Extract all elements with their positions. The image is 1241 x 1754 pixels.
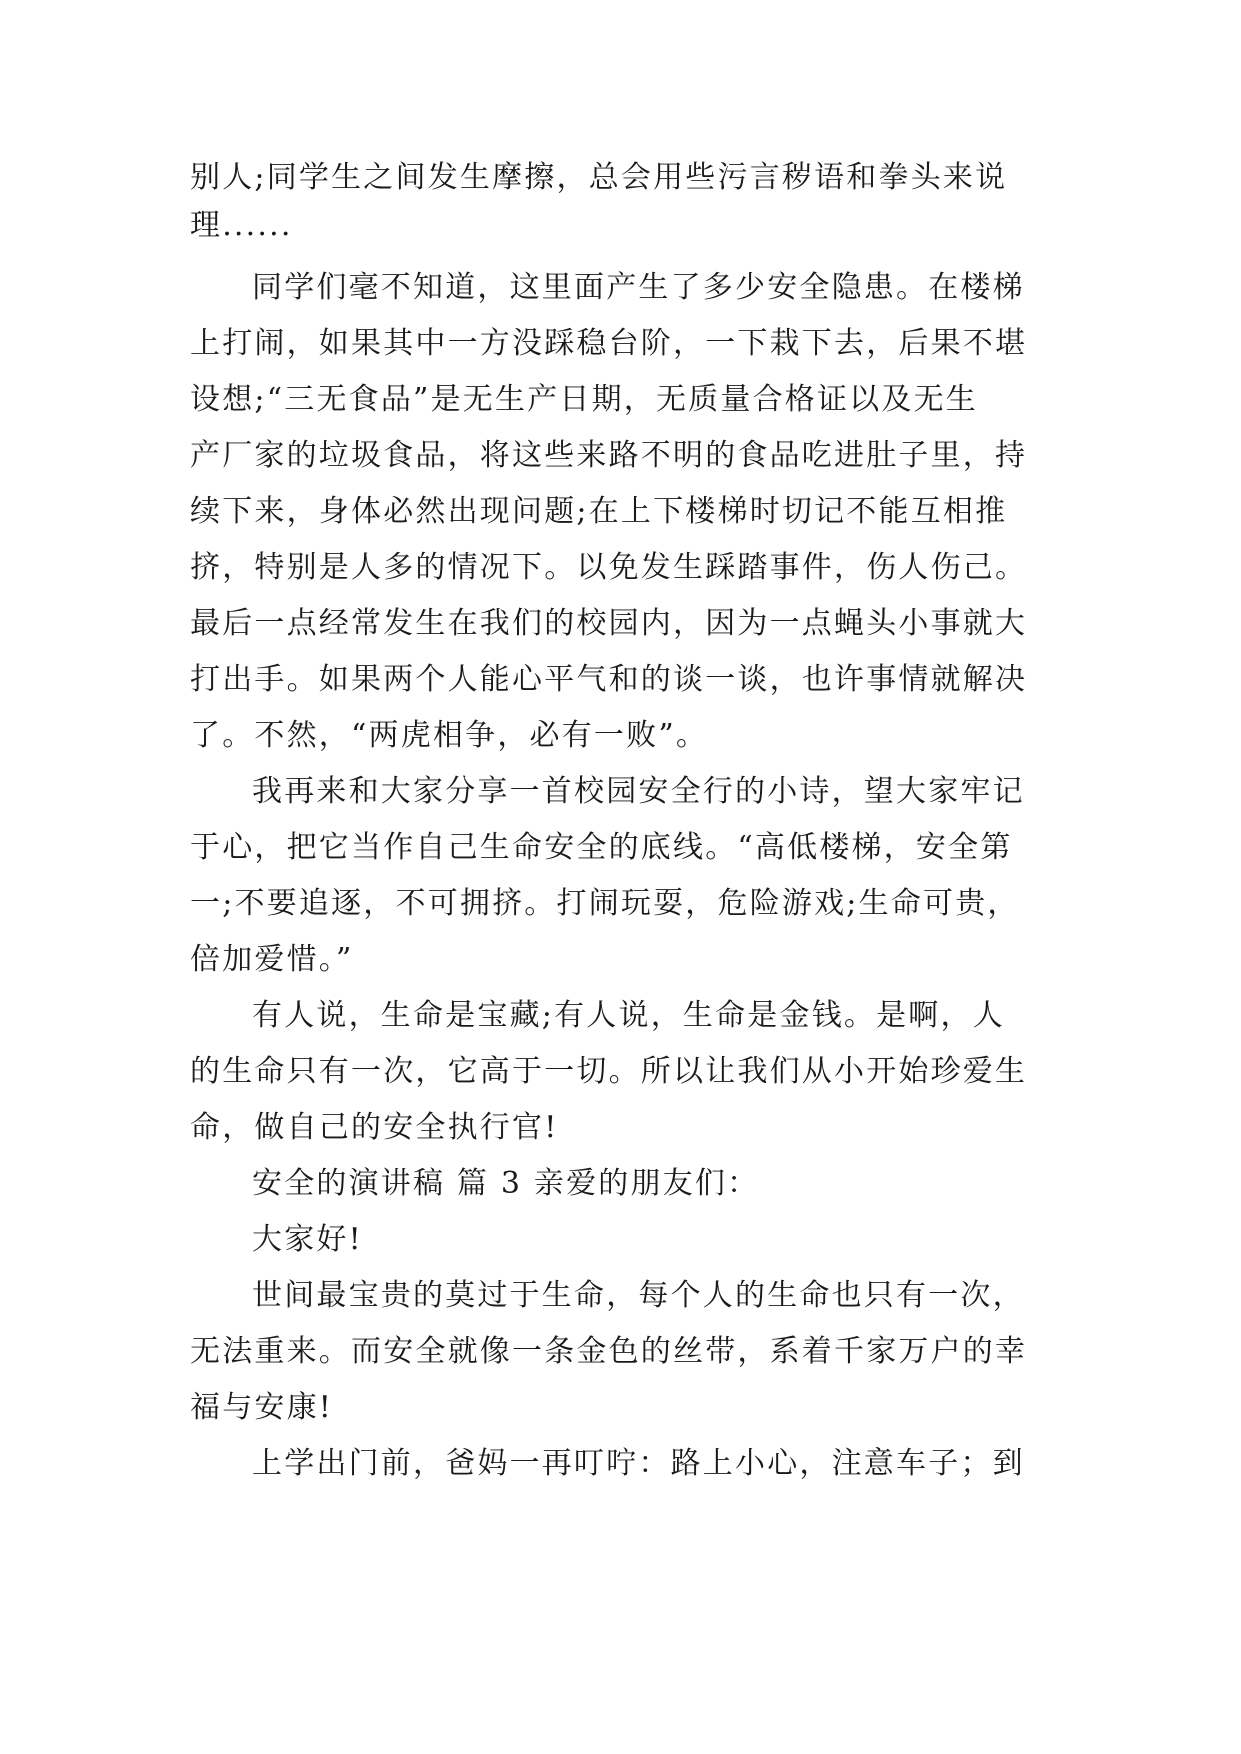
- text-line: 无法重来。而安全就像一条金色的丝带，系着千家万户的幸: [190, 1334, 1028, 1369]
- text-line: 的生命只有一次，它高于一切。所以让我们从小开始珍爱生: [190, 1054, 1028, 1089]
- text-line: 于心，把它当作自己生命安全的底线。“高低楼梯，安全第: [190, 830, 1013, 865]
- text-line: 上打闹，如果其中一方没踩稳台阶，一下栽下去，后果不堪: [190, 326, 1028, 361]
- text-line: 最后一点经常发生在我们的校园内，因为一点蝇头小事就大: [190, 606, 1028, 641]
- text-line: 一;不要追逐，不可拥挤。打闹玩耍，危险游戏;生命可贵，: [190, 886, 1020, 921]
- text-line: 福与安康!: [190, 1390, 334, 1425]
- text-line: 续下来，身体必然出现问题;在上下楼梯时切记不能互相推: [190, 494, 1008, 529]
- greeting-line: 大家好!: [252, 1222, 363, 1257]
- paragraph-start-line: 同学们毫不知道，这里面产生了多少安全隐患。在楼梯: [252, 270, 1025, 305]
- text-line: 倍加爱惜。”: [190, 942, 354, 977]
- text-line: 打出手。如果两个人能心平气和的谈一谈，也许事情就解决: [190, 662, 1028, 697]
- text-line: 了。不然，“两虎相争，必有一败”。: [190, 718, 709, 753]
- section-heading-line: 安全的演讲稿 篇 3 亲爱的朋友们：: [252, 1166, 760, 1201]
- text-line: 设想;“三无食品”是无生产日期，无质量合格证以及无生: [190, 382, 978, 417]
- text-line: 命，做自己的安全执行官!: [190, 1110, 559, 1145]
- paragraph-start-line: 世间最宝贵的莫过于生命，每个人的生命也只有一次，: [252, 1278, 1025, 1313]
- paragraph-start-line: 有人说，生命是宝藏;有人说，生命是金钱。是啊，人: [252, 998, 1005, 1033]
- paragraph-start-line: 上学出门前，爸妈一再叮咛：路上小心，注意车子；到: [252, 1446, 1025, 1481]
- text-line: 别人;同学生之间发生摩擦，总会用些污言秽语和拳头来说: [190, 160, 1008, 195]
- text-line: 理......: [190, 208, 293, 243]
- text-line: 产厂家的垃圾食品，将这些来路不明的食品吃进肚子里，持: [190, 438, 1028, 473]
- paragraph-start-line: 我再来和大家分享一首校园安全行的小诗，望大家牢记: [252, 774, 1025, 809]
- text-line: 挤，特别是人多的情况下。以免发生踩踏事件，伤人伤己。: [190, 550, 1028, 585]
